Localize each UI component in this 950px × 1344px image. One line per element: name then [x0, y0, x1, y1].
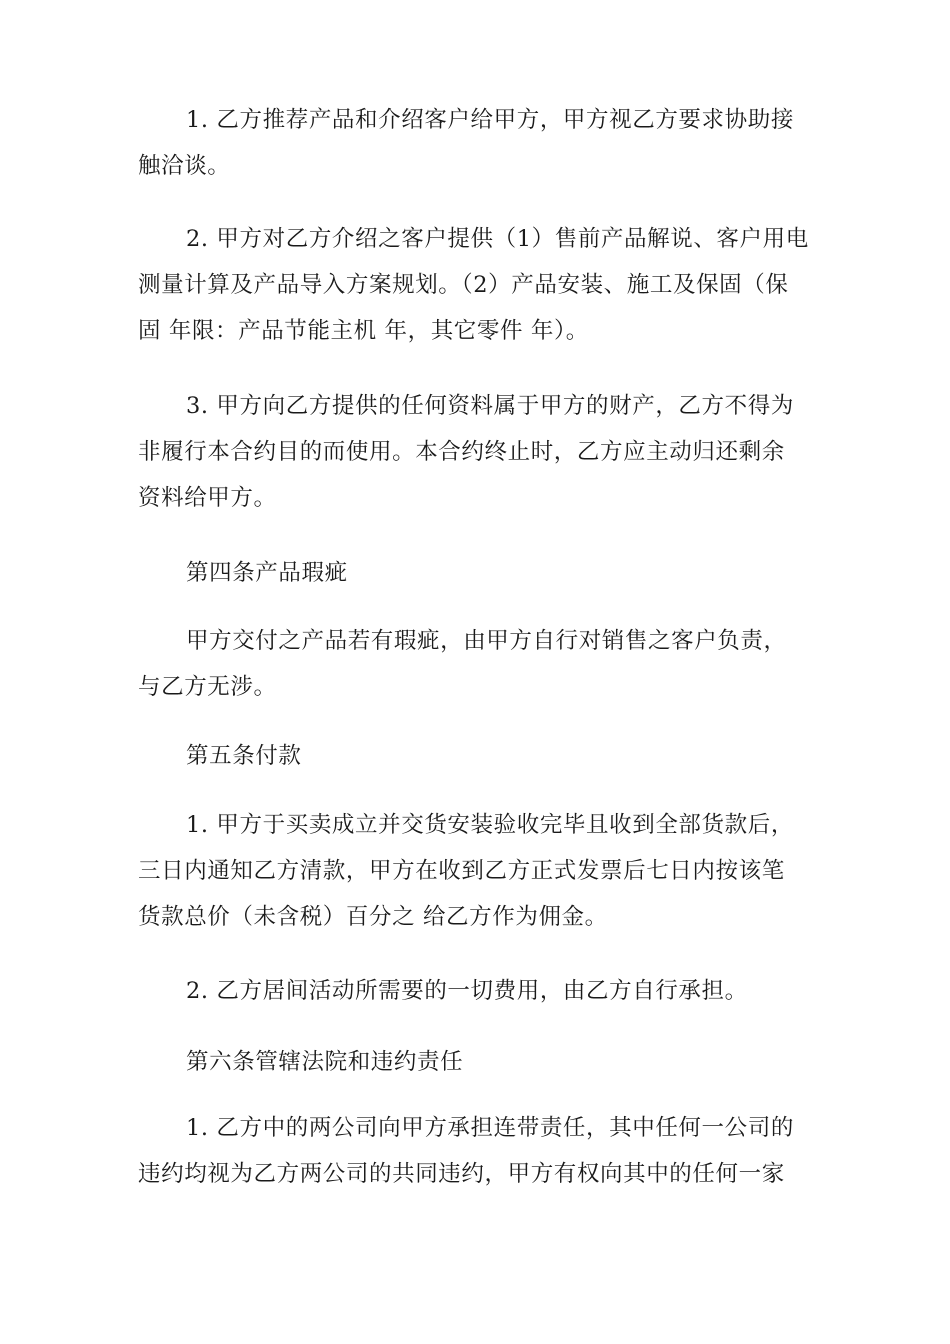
- paragraph-7: [138, 1105, 828, 1197]
- paragraph-5: [138, 802, 828, 940]
- paragraph-line: 固 年限：产品节能主机 年，其它零件 年）。: [138, 318, 589, 344]
- paragraph-2: [138, 216, 828, 354]
- paragraph-line: 3. 甲方向乙方提供的任何资料属于甲方的财产，乙方不得为: [186, 393, 794, 419]
- paragraph-line: 货款总价（未含税）百分之 给乙方作为佣金。: [138, 904, 608, 930]
- paragraph-line: 资料给甲方。: [138, 485, 277, 511]
- paragraph-1: [138, 97, 828, 189]
- paragraph-line: 非履行本合约目的而使用。本合约终止时，乙方应主动归还剩余: [138, 439, 785, 465]
- paragraph-line: 1. 乙方推荐产品和介绍客户给甲方，甲方视乙方要求协助接: [186, 107, 794, 133]
- paragraph-line: 1. 乙方中的两公司向甲方承担连带责任，其中任何一公司的: [186, 1115, 794, 1141]
- section-heading: 第五条付款: [186, 743, 302, 769]
- paragraph-line: 1. 甲方于买卖成立并交货安装验收完毕且收到全部货款后，: [186, 812, 794, 838]
- section-heading: 第四条产品瑕疵: [186, 560, 348, 586]
- paragraph-line: 触洽谈。: [138, 153, 231, 179]
- section-heading-5: [138, 733, 828, 779]
- paragraph-line: 违约均视为乙方两公司的共同违约，甲方有权向其中的任何一家: [138, 1161, 785, 1187]
- paragraph-3: [138, 383, 828, 521]
- section-heading-4: [138, 550, 828, 596]
- paragraph-line: 三日内通知乙方清款，甲方在收到乙方正式发票后七日内按该笔: [138, 858, 785, 884]
- section-heading-6: [138, 1039, 828, 1085]
- paragraph-line: 2. 甲方对乙方介绍之客户提供（1）售前产品解说、客户用电: [186, 226, 809, 252]
- paragraph-6: [138, 968, 828, 1014]
- paragraph-line: 甲方交付之产品若有瑕疵，由甲方自行对销售之客户负责，: [186, 628, 787, 654]
- section-heading: 第六条管辖法院和违约责任: [186, 1049, 464, 1075]
- paragraph-line: 测量计算及产品导入方案规划。（2）产品安装、施工及保固（保: [138, 272, 789, 298]
- paragraph-4: [138, 618, 828, 710]
- paragraph-line: 2. 乙方居间活动所需要的一切费用，由乙方自行承担。: [186, 978, 748, 1004]
- paragraph-line: 与乙方无涉。: [138, 674, 277, 700]
